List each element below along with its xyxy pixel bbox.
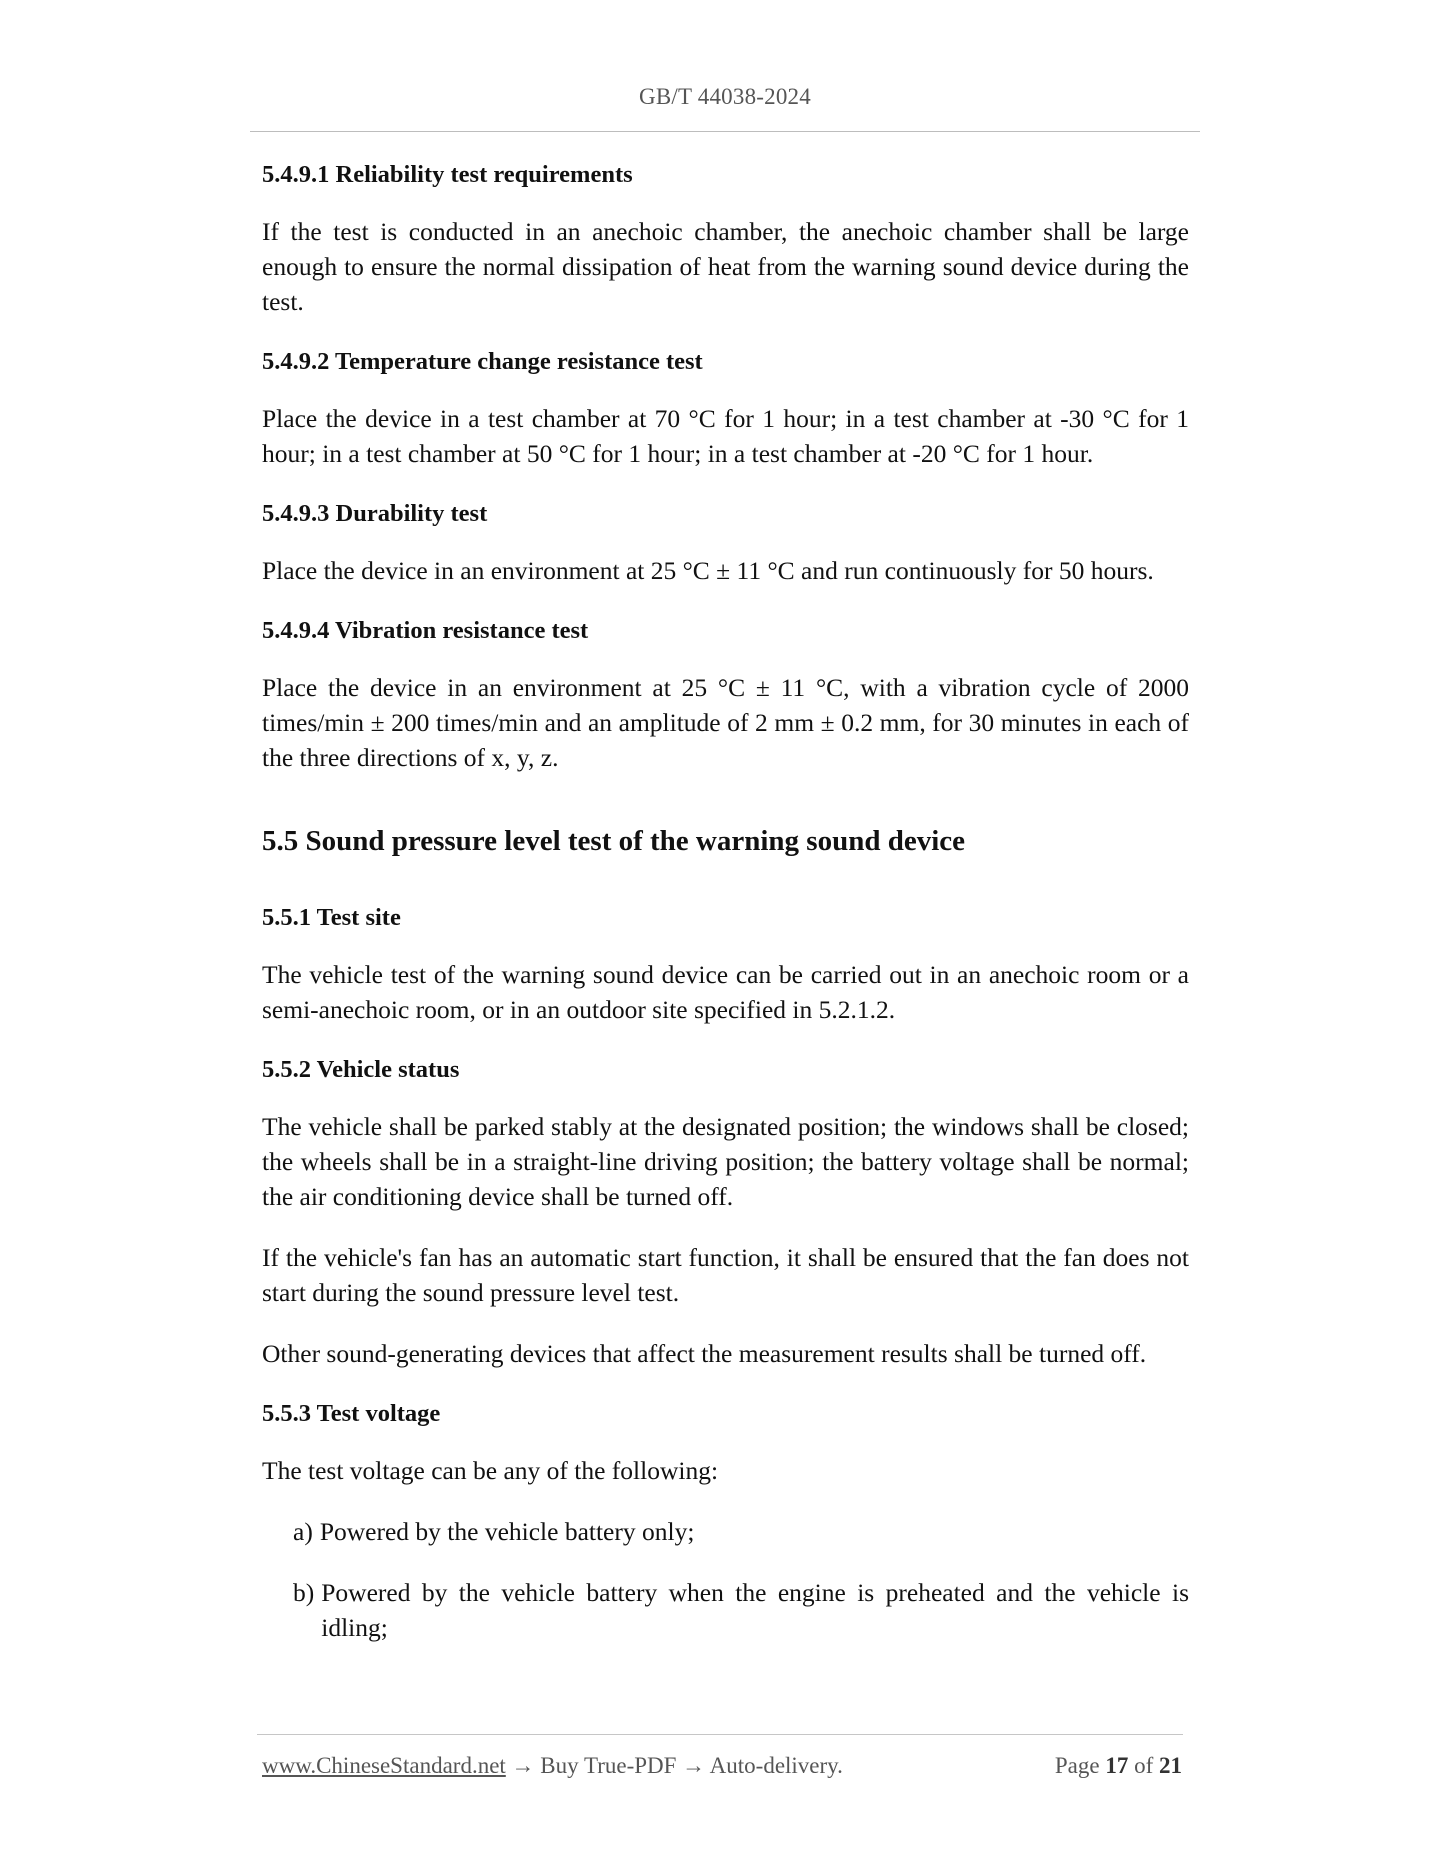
list-item-text: Powered by the vehicle battery only; [319,1517,695,1546]
list-marker: a) [293,1517,313,1546]
heading-5-4-9-3: 5.4.9.3 Durability test [262,500,488,527]
list-item [262,1514,1189,1549]
heading-5-4-9-2: 5.4.9.2 Temperature change resistance test [262,348,703,375]
list-item-text: Powered by the vehicle battery when the engine is preheated and the vehicle is idling; [321,1578,1189,1642]
footer-promo-text: → Buy True-PDF → Auto-delivery. [505,1753,843,1778]
heading-5-4-9-4: 5.4.9.4 Vibration resistance test [262,617,589,644]
total-pages: 21 [1159,1753,1182,1778]
list-marker: b) [293,1578,315,1607]
paragraph-5-4-9-1: If the test is conducted in an anechoic chamber, the anechoic chamber shall be large enough to ensure the normal dissipation of heat from the warning sound device during the test. [262,217,1189,316]
page-header: GB/T 44038-2024 [639,84,811,109]
paragraph-5-5-2-b: If the vehicle's fan has an automatic start function, it shall be ensured that the fan does not start during the sound pressure level test. [262,1243,1189,1307]
page-footer [262,1753,1182,1779]
of-label: of [1134,1753,1154,1778]
paragraph-5-4-9-3: Place the device in an environment at 25 °C ± 11 °C and run continuously for 50 hours. [262,556,1154,585]
footer-promo [262,1753,843,1779]
paragraph-5-4-9-4: Place the device in an environment at 25 °C ± 11 °C, with a vibration cycle of 2000 times/min ± 200 times/min and an amplitude of 2 mm ± 0.2 mm, for 30 minutes in each of the three directions of x, y, z. [262,673,1189,772]
paragraph-5-5-1: The vehicle test of the warning sound device can be carried out in an anechoic room or a semi-anechoic room, or in an outdoor site specified in 5.2.1.2. [262,960,1189,1024]
heading-5-4-9-1: 5.4.9.1 Reliability test requirements [262,161,633,188]
header-divider [250,131,1200,132]
page-number: 17 [1105,1753,1129,1778]
website-link[interactable]: www.ChineseStandard.net [262,1753,506,1778]
paragraph-5-5-2-a: The vehicle shall be parked stably at the designated position; the windows shall be closed; the wheels shall be in a straight-line driving position; the battery voltage shall be normal; the air conditioning device shall be turned off. [262,1112,1189,1211]
heading-5-5-3: 5.5.3 Test voltage [262,1400,441,1427]
paragraph-5-5-2-c: Other sound-generating devices that affect the measurement results shall be turned off. [262,1339,1147,1368]
page-label: Page [1054,1753,1100,1778]
heading-5-5-2: 5.5.2 Vehicle status [262,1056,460,1083]
paragraph-5-5-3: The test voltage can be any of the following: [262,1456,719,1485]
list-item [262,1575,1189,1645]
heading-5-5: 5.5 Sound pressure level test of the warning sound device [262,825,966,857]
paragraph-5-4-9-2: Place the device in a test chamber at 70 °C for 1 hour; in a test chamber at -30 °C for 1 hour; in a test chamber at 50 °C for 1 hour; in a test chamber at -20 °C for 1 hour. [262,404,1189,468]
page-indicator [1055,1753,1182,1779]
footer-divider [257,1734,1183,1735]
heading-5-5-1: 5.5.1 Test site [262,904,401,931]
page-content [262,158,1189,1645]
